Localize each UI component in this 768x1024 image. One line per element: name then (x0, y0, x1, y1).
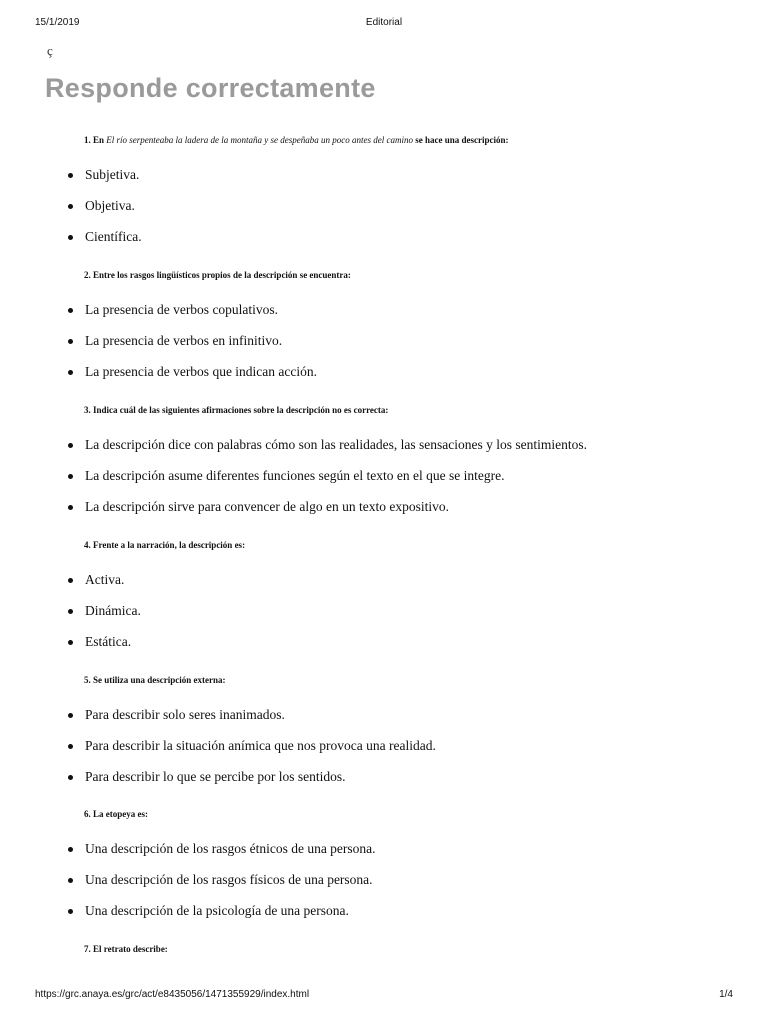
question-3: 3. Indica cuál de las siguientes afirmaciones sobre la descripción no es correcta: (84, 405, 389, 415)
question-4-options (66, 572, 141, 665)
question-4: 4. Frente a la narración, la descripción es: (84, 540, 246, 550)
option[interactable]: Para describir lo que se percibe por los sentidos. (66, 769, 436, 800)
question-2-options (66, 302, 317, 395)
option[interactable]: Una descripción de la psicología de una persona. (66, 903, 376, 934)
question-5-options (66, 707, 436, 800)
option[interactable]: Activa. (66, 572, 141, 603)
option[interactable]: Una descripción de los rasgos físicos de una persona. (66, 872, 376, 903)
question-1-quote: El río serpenteaba la ladera de la montaña y se despeñaba un poco antes del camino (106, 135, 413, 145)
option[interactable]: Estática. (66, 634, 141, 665)
print-header (35, 17, 733, 31)
question-1-suffix: se hace una descripción: (412, 135, 509, 145)
question-7: 7. El retrato describe: (84, 944, 168, 954)
page-title: Responde correctamente (45, 73, 376, 103)
question-1-prefix: 1. En (84, 135, 107, 145)
option[interactable]: Objetiva. (66, 198, 142, 229)
option[interactable]: La descripción dice con palabras cómo son las realidades, las sensaciones y los sentimientos. (66, 437, 587, 468)
print-date: 15/1/2019 (35, 17, 80, 28)
option[interactable]: Subjetiva. (66, 167, 142, 198)
question-6-options (66, 841, 376, 934)
option[interactable]: Una descripción de los rasgos étnicos de una persona. (66, 841, 376, 872)
option[interactable]: Científica. (66, 229, 142, 260)
question-2: 2. Entre los rasgos lingüísticos propios de la descripción se encuentra: (84, 270, 351, 280)
option[interactable]: La descripción sirve para convencer de algo en un texto expositivo. (66, 499, 587, 530)
option[interactable]: Para describir solo seres inanimados. (66, 707, 436, 738)
question-1 (84, 135, 508, 145)
question-3-options (66, 437, 587, 530)
print-title: Editorial (365, 17, 403, 28)
option[interactable]: La presencia de verbos copulativos. (66, 302, 317, 333)
option[interactable]: Dinámica. (66, 603, 141, 634)
option[interactable]: La presencia de verbos que indican acción. (66, 364, 317, 395)
print-url: https://grc.anaya.es/grc/act/e8435056/1471355929/index.html (35, 989, 310, 1000)
option[interactable]: La descripción asume diferentes funciones según el texto en el que se integre. (66, 468, 587, 499)
stray-glyph: ç (47, 43, 53, 58)
print-footer (35, 989, 733, 1003)
question-5: 5. Se utiliza una descripción externa: (84, 675, 226, 685)
option[interactable]: La presencia de verbos en infinitivo. (66, 333, 317, 364)
option[interactable]: Para describir la situación anímica que nos provoca una realidad. (66, 738, 436, 769)
question-1-options (66, 167, 142, 260)
page-counter: 1/4 (719, 989, 733, 1000)
question-6: 6. La etopeya es: (84, 809, 148, 819)
